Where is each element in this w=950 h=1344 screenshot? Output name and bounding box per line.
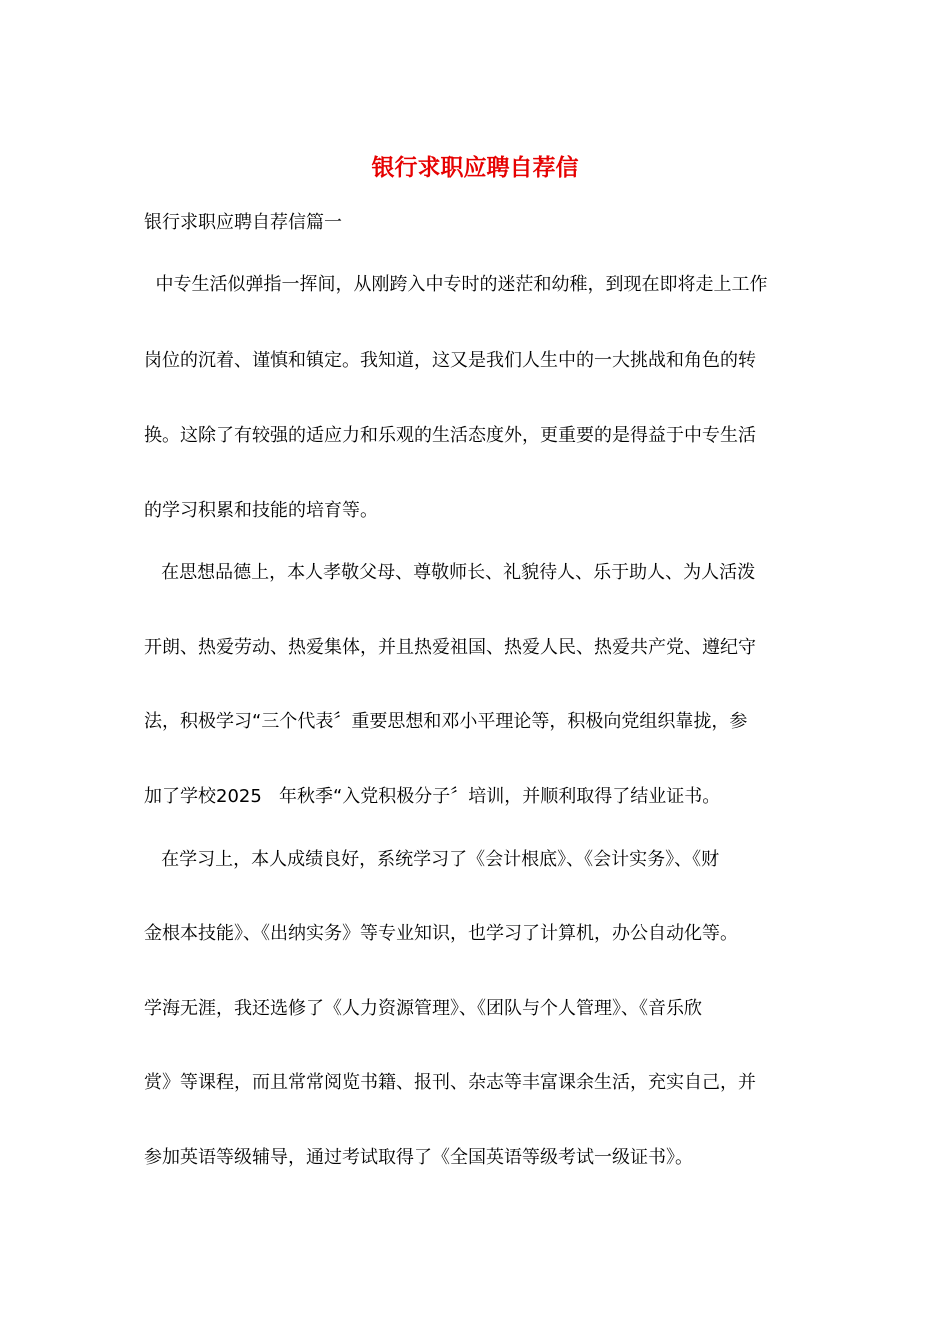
- body-line: 法，积极学习“三个代表〞重要思想和邓小平理论等，积极向党组织靠拢，参: [144, 711, 748, 732]
- document-title: 银行求职应聘自荐信: [371, 155, 579, 181]
- body-line: 中专生活似弹指一挥间，从刚跨入中专时的迷茫和幼稚，到现在即将走上工作: [144, 274, 768, 295]
- body-line: 在学习上，本人成绩良好，系统学习了《会计根底》、《会计实务》、《财: [144, 849, 720, 870]
- body-line: 在思想品德上，本人孝敬父母、尊敬师长、礼貌待人、乐于助人、为人活泼: [144, 562, 756, 583]
- body-line: 加了学校2025 年秋季“入党积极分子〞培训，并顺利取得了结业证书。: [144, 786, 721, 807]
- body-line: 岗位的沉着、谨慎和镇定。我知道，这又是我们人生中的一大挑战和角色的转: [144, 350, 756, 371]
- body-line: 赏》等课程，而且常常阅览书籍、报刊、杂志等丰富课余生活，充实自己，并: [144, 1072, 756, 1093]
- body-line: 金根本技能》、《出纳实务》等专业知识，也学习了计算机，办公自动化等。: [144, 923, 738, 944]
- body-line: 开朗、热爱劳动、热爱集体，并且热爱祖国、热爱人民、热爱共产党、遵纪守: [144, 637, 756, 658]
- body-line: 换。这除了有较强的适应力和乐观的生活态度外，更重要的是得益于中专生活: [144, 425, 756, 446]
- body-line: 参加英语等级辅导，通过考试取得了《全国英语等级考试一级证书》。: [144, 1147, 693, 1168]
- body-line: 的学习积累和技能的培育等。: [144, 500, 378, 521]
- section-heading: 银行求职应聘自荐信篇一: [144, 212, 342, 233]
- body-line: 学海无涯，我还选修了《人力资源管理》、《团队与个人管理》、《音乐欣: [144, 998, 702, 1019]
